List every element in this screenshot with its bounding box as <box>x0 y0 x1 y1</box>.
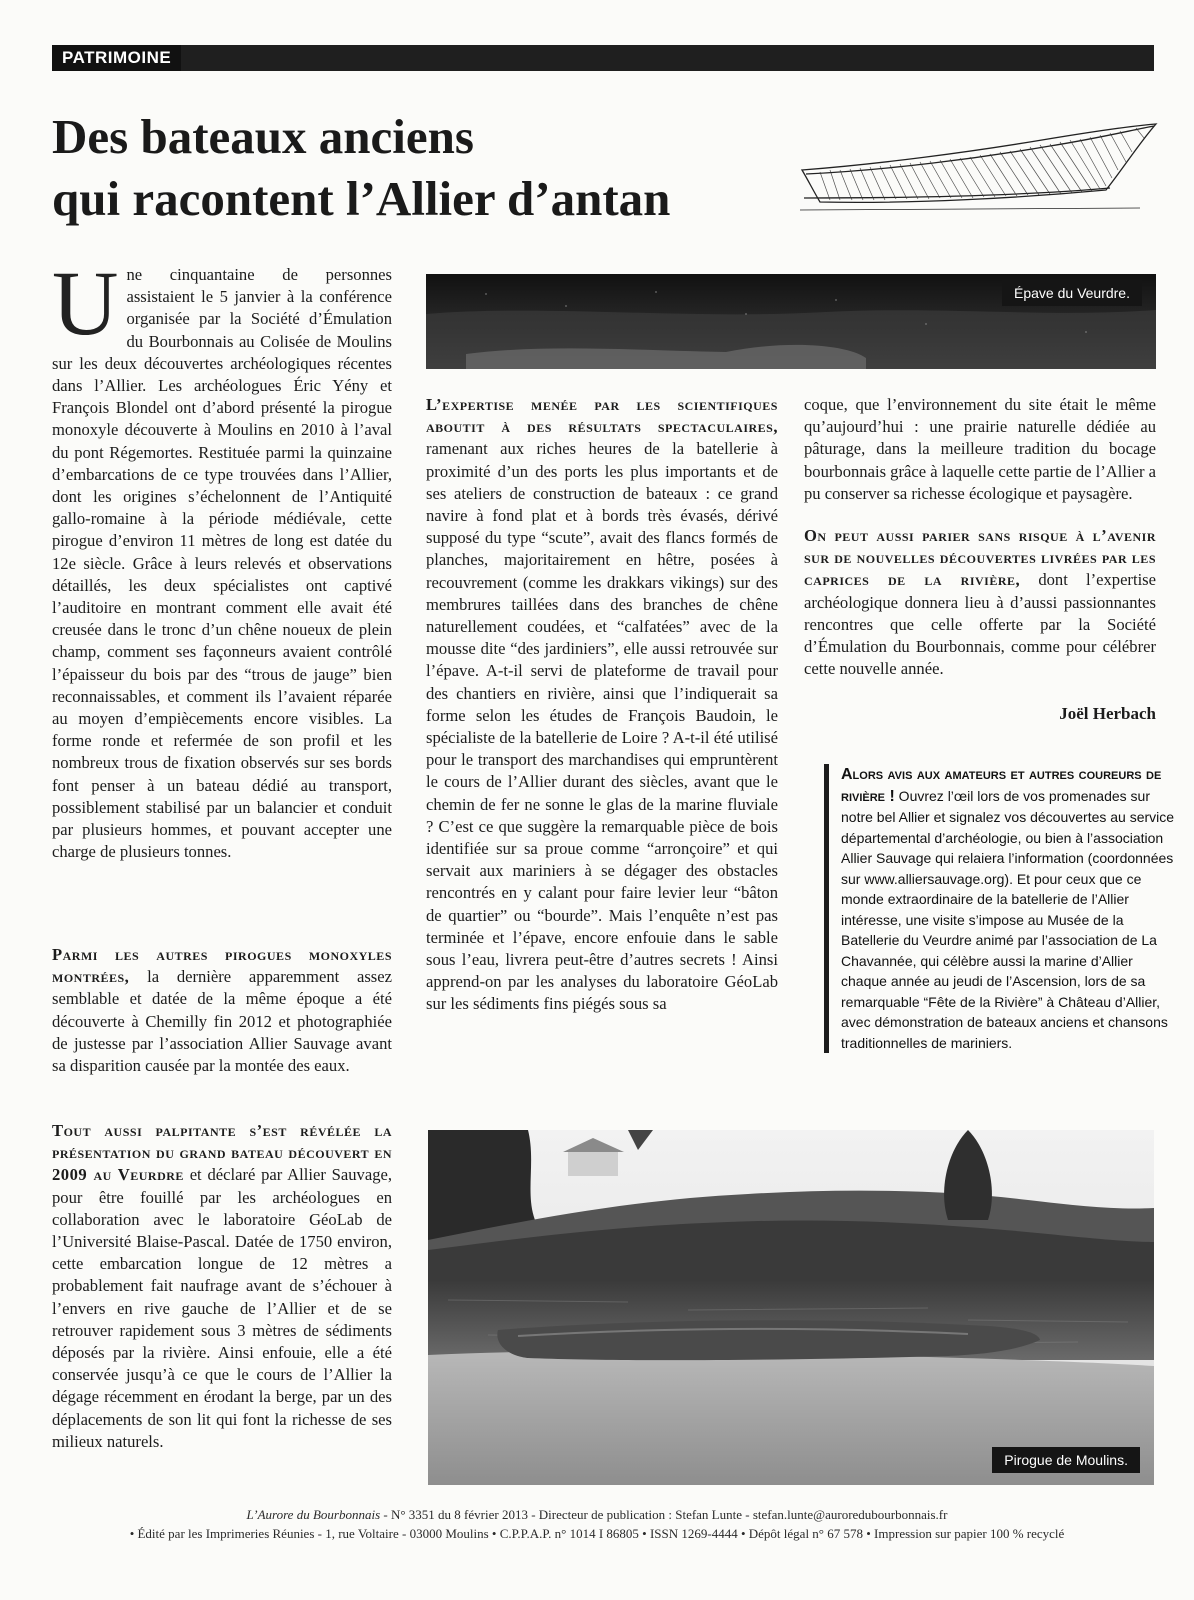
article-paragraph-2 <box>52 944 392 1077</box>
dropcap-letter: U <box>52 252 119 354</box>
article-column-2 <box>426 394 778 1016</box>
paragraph-6-lead: On peut aussi parier sans risque à l’avenir sur de nouvelles découvertes livrées par les caprices de la rivière, <box>804 526 1156 590</box>
paragraph-4-text: ramenant aux riches heures de la batellerie à proximité d’un des ports les plus importants et de ses ateliers de construction de bateaux : ce grand navire à fond plat et à bords très évasés, dérivé supposé du type “scute”, avait des flancs formés de planches, majoritairement en hêtre, posées à recouvrement (comme les drakkars vikings) sur des membrures taillées dans des branches de chêne naturellement coudées, et “calfatées” avec de la mousse dite “des jardiniers”, elle aussi retrouvée sur l’épave. A-t-il servi de plateforme de travail pour des chantiers en rivière, ainsi que l’indiquerait sa forme selon les études de François Baudoin, le spécialiste de la batellerie de Loire ? A-t-il été utilisé pour le transport des marchandises qui empruntèrent le cours de l’Allier durant des siècles, avant que le chemin de fer ne sonne le glas de la marine fluviale ? C’est ce que suggère la remarquable pièce de bois identifiée sur sa proue comme “arronçoire” et qui servait aux mariniers à se dégager des obstacles rencontrés en y calant pour faire levier leur “bâton de quartier” ou “bourde”. Mais l’enquête n’est pas terminée et l’épave, encore enfouie dans le sable sous l’eau, livrera peut-être d’autres secrets ! Ainsi apprend-on par les analyses du laboratoire GéoLab sur les sédiments fins piégés sous sa <box>426 439 778 1014</box>
paragraph-6-text: dont l’expertise archéologique donnera lieu à d’aussi passionnantes rencontres que celle offerte par la Société d’Émulation du Bourbonnais, comme pour célébrer cette nouvelle année. <box>804 570 1157 679</box>
section-label: PATRIMOINE <box>52 45 181 71</box>
info-sidebar <box>824 764 1175 1053</box>
headline-line-1: Des bateaux anciens <box>52 109 474 164</box>
author-signature: Joël Herbach <box>1059 704 1156 723</box>
headline <box>52 106 792 230</box>
article-paragraph-4 <box>426 394 778 1016</box>
article-paragraph-1 <box>52 252 392 863</box>
paragraph-2-lead: Parmi les autres pirogues monoxyles montrées, <box>52 945 392 987</box>
page-footer <box>40 1505 1154 1543</box>
article-column-1 <box>52 252 392 863</box>
headline-line-2: qui racontent l’Allier d’antan <box>52 171 671 226</box>
footer-line-1-rest: - N° 3351 du 8 février 2013 - Directeur de publication : Stefan Lunte - stefan.lunte@auroredubourbonnais.fr <box>380 1507 948 1522</box>
footer-line-2: • Édité par les Imprimeries Réunies - 1, rue Voltaire - 03000 Moulins • C.P.P.A.P. n° 1014 I 86805 • ISSN 1269-4444 • Dépôt légal n° 67 578 • Impression sur papier 100 % recyclé <box>129 1526 1065 1541</box>
paragraph-3-lead: Tout aussi palpitante s’est révélée la présentation du grand bateau découvert en 2009 au Veurdre <box>52 1121 392 1185</box>
article-paragraph-3 <box>52 1120 392 1453</box>
photo-pirogue-image <box>428 1130 1154 1485</box>
paragraph-3-text: et déclaré par Allier Sauvage, pour être fouillé par les archéologues en collaboration avec le laboratoire GéoLab de l’Université Blaise-Pascal. Datée de 1750 environ, cette embarcation longue de 12 mètres a probablement fait naufrage avant de s’échouer à l’envers en rive gauche de l’Allier et de se retrouver rapidement sous 3 mètres de sédiments déposés par la rivière. Ainsi enfouie, elle a été conservée jusqu’à ce que le cours de l’Allier la dégage récemment en érodant la berge, par un des déplacements de son lit qui font la richesse de ses milieux naturels. <box>52 1165 392 1451</box>
article-column-3 <box>804 394 1156 680</box>
footer-line-1 <box>40 1505 1154 1524</box>
photo-epave-du-veurdre <box>426 274 1156 369</box>
article-column-1-part-2 <box>52 944 392 1077</box>
article-paragraph-6 <box>804 525 1156 680</box>
photo-pirogue-de-moulins <box>428 1130 1154 1485</box>
article-column-1-part-3 <box>52 1120 392 1453</box>
boat-sketch-illustration <box>800 118 1160 222</box>
paragraph-1-text: ne cinquantaine de personnes assistaient le 5 janvier à la conférence organisée par la Société d’Émulation du Bourbonnais au Colisée de Moulins sur les deux découvertes archéologiques récentes dans l’Allier. Les archéologues Éric Yény et François Blondel ont d’abord présenté la pirogue monoxyle découverte à Moulins en 2010 à l’aval du pont Régemortes. Restituée parmi la quinzaine d’embarcations de ce type trouvées dans l’Allier, dont les origines s’échelonnent de l’Antiquité gallo-romaine à la période médiévale, cette pirogue d’environ 11 mètres de long est datée du 12e siècle. Grâce à leurs relevés et observations détaillés, les deux spécialistes ont captivé l’auditoire en montrant comment elle avait été creusée dans le tronc d’un chêne noueux de plein champ, comment ses façonneurs avaient contrôlé l’épaisseur du bois par des “trous de jauge” bien reconnaissables, et comment ils l’avaient réparée au moyen d’empiècements encore visibles. La forme ronde et refermée de son profil et les nombreux trous de fixation observés sur ses bords font penser à un bateau dédié au transport, possiblement stabilisé par un balancier et conduit par plusieurs hommes, et pouvant accepter une charge de plusieurs tonnes. <box>52 265 392 862</box>
caption-top: Épave du Veurdre. <box>1002 280 1142 306</box>
sidebar-lead: Alors avis aux amateurs et autres coureurs de rivière ! <box>841 766 1162 805</box>
paragraph-2-text: la dernière apparemment assez semblable et datée de la même époque a été découverte à Chemilly fin 2012 et photographiée de justesse par l’association Allier Sauvage avant sa disparition causée par la montée des eaux. <box>52 967 392 1076</box>
footer-publication-name: L’Aurore du Bourbonnais <box>246 1507 381 1522</box>
article-paragraph-5: coque, que l’environnement du site était le même qu’aujourd’hui : une prairie naturelle dédiée au pâturage, dans la meilleure tradition du bocage bourbonnais grâce à laquelle cette partie de l’Allier a pu conserver sa richesse écologique et paysagère. <box>804 395 1156 503</box>
section-bar <box>52 45 1154 71</box>
caption-bottom: Pirogue de Moulins. <box>992 1447 1140 1473</box>
paragraph-4-lead: L’expertise menée par les scientifiques aboutit à des résultats spectaculaires, <box>426 395 778 437</box>
sidebar-text: Ouvrez l’œil lors de vos promenades sur notre bel Allier et signalez vos découvertes au service départemental d’archéologie, ou bien à l’association Allier Sauvage qui relaiera l’information (coordonnées sur www.alliersauvage.org). Et pour ceux que ce monde extraordinaire de la batellerie de l’Allier intéresse, une visite s’impose au Musée de la Batellerie du Veurdre animé par l’association de La Chavannée, qui célèbre aussi la marine d’Allier chaque année au jeudi de l’Ascension, lors de sa remarquable “Fête de la Rivière” à Château d’Allier, avec démonstration de bateaux anciens et chansons traditionnelles de mariniers. <box>841 787 1175 1051</box>
